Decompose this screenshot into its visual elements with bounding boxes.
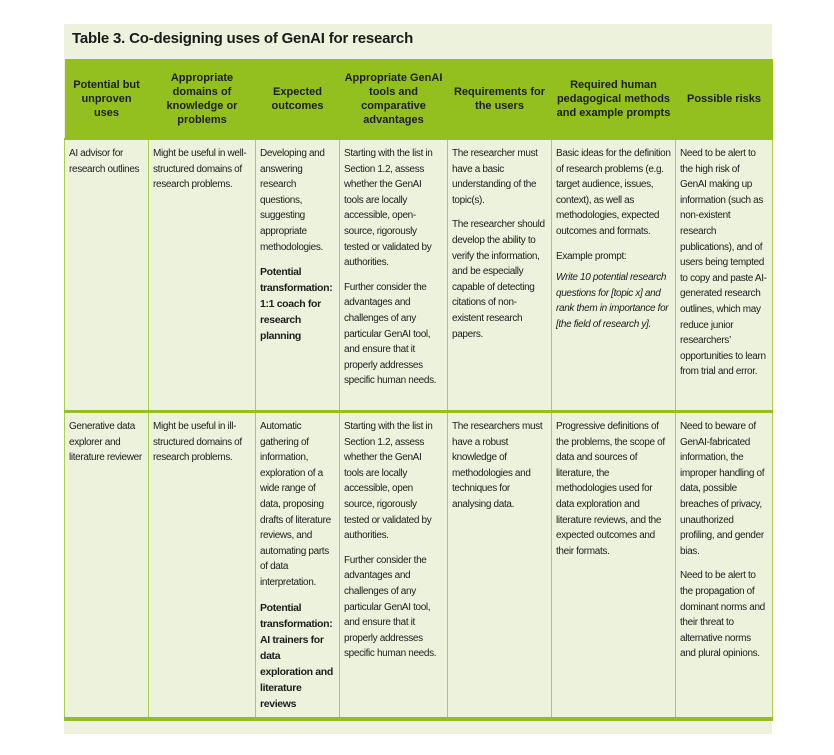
requirements-text: The researcher must have a basic understanding of the topic(s). [452,148,538,206]
cell-domains [149,412,256,720]
research-uses-table [64,59,773,721]
cell-outcomes [256,412,340,720]
methods-text: Basic ideas for the definition of research problems (e.g. target audience, issues, context), as well as methodologies, expected outcomes and formats. [556,148,671,237]
cell-methods [552,412,676,720]
example-prompt-text: Write 10 potential research questions for [topic x] and rank them in importance for [the field of research y]. [556,272,669,330]
column-header-uses: Potential but unproven uses [65,59,149,139]
tools-text: Starting with the list in Section 1.2, assess whether the GenAI tools are locally accessible, open-source, rigorously tested or validated by authorities. [344,148,433,269]
use-text: AI advisor for research outlines [69,148,140,175]
cell-requirements [448,139,552,412]
header-row [65,59,773,139]
domains-text: Might be useful in well-structured domains of research problems. [153,148,247,191]
risks-text: Need to be alert to the high risk of GenAI making up information (such as non-existent research publications), and of users being tempted to copy and paste AI-generated research outlines, which may reduce junior researchers’ opportunities to learn from trial and error. [680,148,767,378]
column-header-domains: Appropriate domains of knowledge or problems [149,59,256,139]
cell-risks [676,412,773,720]
example-prompt-label: Example prompt: [556,250,627,262]
table-row [65,412,773,720]
requirements-text: The researcher should develop the ability to verify the information, and be especially capable of detecting citations of non-existent research papers. [452,219,545,340]
column-header-methods: Required human pedagogical methods and example prompts [552,59,676,139]
use-text: Generative data explorer and literature reviewer [69,421,142,464]
methods-text: Progressive definitions of the problems, the scope of data and sources of literature, the methodologies used for data exploration and literature reviews, and the expected outcomes and their formats. [556,421,665,557]
cell-methods [552,139,676,412]
risks-text: Need to be alert to the propagation of dominant norms and their threat to alternative norms and plural opinions. [680,570,765,660]
cell-outcomes [256,139,340,412]
tools-text: Further consider the advantages and challenges of any particular GenAI tool, and ensure that it properly addresses specific human needs. [344,281,437,387]
transformation-text: Potential transformation: 1:1 coach for research planning [260,266,333,343]
cell-domains [149,139,256,412]
cell-use [65,139,149,412]
cell-requirements [448,412,552,720]
column-header-requirements: Requirements for the users [448,59,552,139]
outcomes-text: Developing and answering research questions, suggesting appropriate methodologies. [260,148,325,253]
cell-tools [340,412,448,720]
outcomes-text: Automatic gathering of information, exploration of a wide range of data, proposing drafts of literature reviews, and automating parts of data interpretation. [260,421,331,588]
domains-text: Might be useful in ill-structured domains of research problems. [153,421,242,464]
risks-text: Need to beware of GenAI-fabricated information, the improper handling of data, possible breaches of privacy, unauthorized profiling, and gender bias. [680,421,765,557]
column-header-risks: Possible risks [676,59,773,139]
cell-use [65,412,149,720]
cell-tools [340,139,448,412]
tools-text: Further consider the advantages and challenges of any particular GenAI tool, and ensure that it properly addresses specific human needs. [344,554,437,660]
table-panel [64,24,772,734]
tools-text: Starting with the list in Section 1.2, assess whether the GenAI tools are locally accessible, open source, rigorously tested or validated by authorities. [344,421,433,542]
cell-risks [676,139,773,412]
requirements-text: The researchers must have a robust knowledge of methodologies and techniques for analysing data. [452,421,543,510]
table-title: Table 3. Co-designing uses of GenAI for research [72,30,414,47]
transformation-text: Potential transformation: AI trainers for data exploration and literature reviews [260,601,333,710]
column-header-outcomes: Expected outcomes [256,59,340,139]
column-header-tools: Appropriate GenAI tools and comparative advantages [340,59,448,139]
table-row [65,139,773,412]
